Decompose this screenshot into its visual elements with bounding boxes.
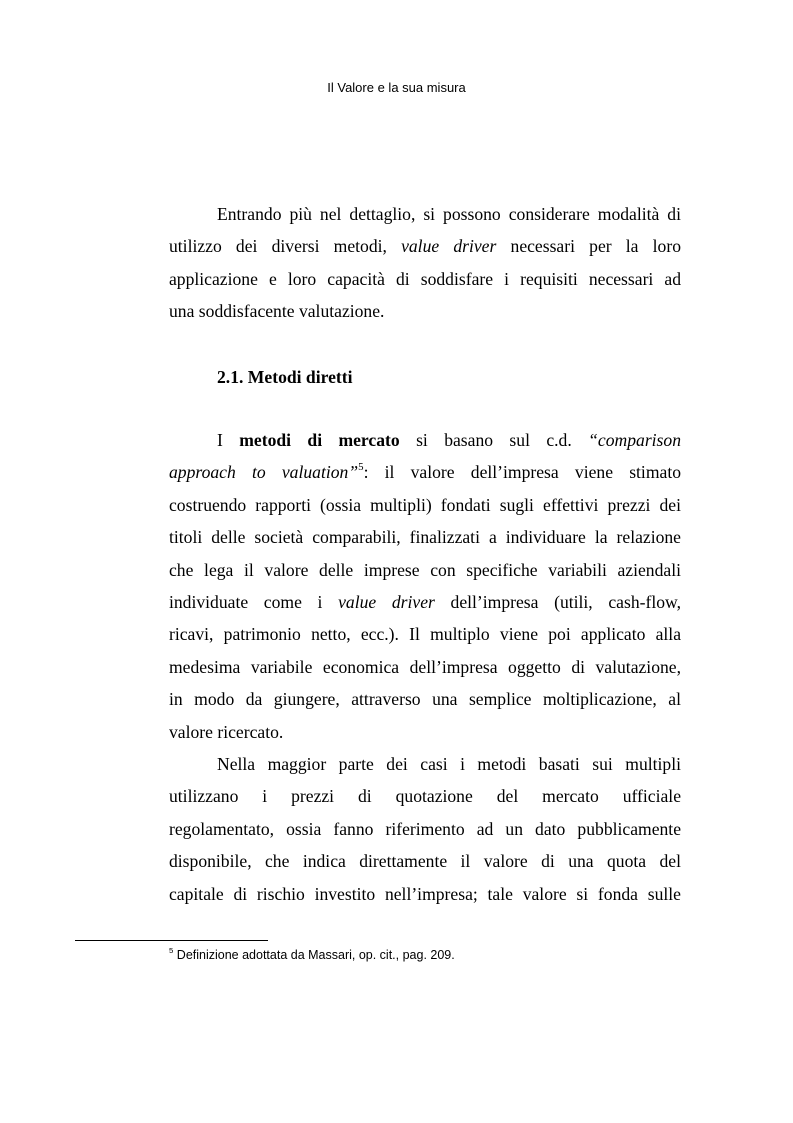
para1-line2-italic: value driver xyxy=(401,236,497,257)
para1-line2 xyxy=(169,230,681,262)
para1-line2-text-a: utilizzo dei diversi metodi, xyxy=(169,236,387,257)
para3-line2: utilizzano i prezzi di quotazione del mercato ufficiale xyxy=(169,786,681,807)
para2-line6-text-a: individuate come i xyxy=(169,591,323,612)
para2-line6 xyxy=(169,586,681,618)
para3-line3: regolamentato, ossia fanno riferimento ad un dato pubblicamente xyxy=(169,818,681,839)
section-heading: 2.1. Metodi diretti xyxy=(217,367,353,387)
para2-line9: in modo da giungere, attraverso una semplice moltiplicazione, al xyxy=(169,689,681,710)
para2-line8: medesima variabile economica dell’impresa oggetto di valutazione, xyxy=(169,656,681,677)
para3-line4: disponibile, che indica direttamente il valore di una quota del xyxy=(169,851,681,872)
para2-line10: valore ricercato. xyxy=(169,721,284,742)
para2-line3: costruendo rapporti (ossia multipli) fondati sugli effettivi prezzi dei xyxy=(169,494,681,515)
para2-line6-italic: value driver xyxy=(338,591,435,612)
para2-line5: che lega il valore delle imprese con specifiche variabili aziendali xyxy=(169,559,681,580)
para1-line4: una soddisfacente valutazione. xyxy=(169,301,385,322)
para2-line6-text-b: dell’impresa (utili, cash-flow, xyxy=(450,591,681,612)
para3-line1: Nella maggior parte dei casi i metodi basati sui multipli xyxy=(217,754,681,774)
section-heading-block xyxy=(169,361,681,393)
para2-line1-text-a: I xyxy=(217,430,223,450)
para2-line2-text: : il valore dell’impresa viene stimato xyxy=(363,462,681,483)
para2-line1-bold: metodi di mercato xyxy=(239,430,400,450)
running-header: Il Valore e la sua misura xyxy=(327,80,466,95)
paragraph-multiples xyxy=(169,748,681,910)
para2-line4: titoli delle società comparabili, finalizzati a individuare la relazione xyxy=(169,527,681,548)
footnote xyxy=(169,945,455,962)
para1-line2-text-b: necessari per la loro xyxy=(510,236,681,257)
para2-line1-italic: “comparison xyxy=(588,430,681,450)
footnote-separator xyxy=(75,940,268,941)
para2-line1 xyxy=(169,424,681,456)
para3-line5: capitale di rischio investito nell’impresa; tale valore si fonda sulle xyxy=(169,883,681,904)
footnote-text: Definizione adottata da Massari, op. cit., pag. 209. xyxy=(173,948,455,962)
para1-line3: applicazione e loro capacità di soddisfare i requisiti necessari ad xyxy=(169,268,681,289)
footnote-number: 5 xyxy=(169,945,174,955)
para2-line2 xyxy=(169,456,681,488)
para2-line2-italic: approach to valuation” xyxy=(169,462,359,483)
para2-line1-text-c: si basano sul c.d. xyxy=(416,430,572,450)
paragraph-market-methods xyxy=(169,424,681,748)
para1-line1: Entrando più nel dettaglio, si possono considerare modalità di xyxy=(217,204,681,224)
footnote-reference: 5 xyxy=(358,460,364,473)
para2-line7: ricavi, patrimonio netto, ecc.). Il multiplo viene poi applicato alla xyxy=(169,624,681,645)
paragraph-intro xyxy=(169,198,681,328)
